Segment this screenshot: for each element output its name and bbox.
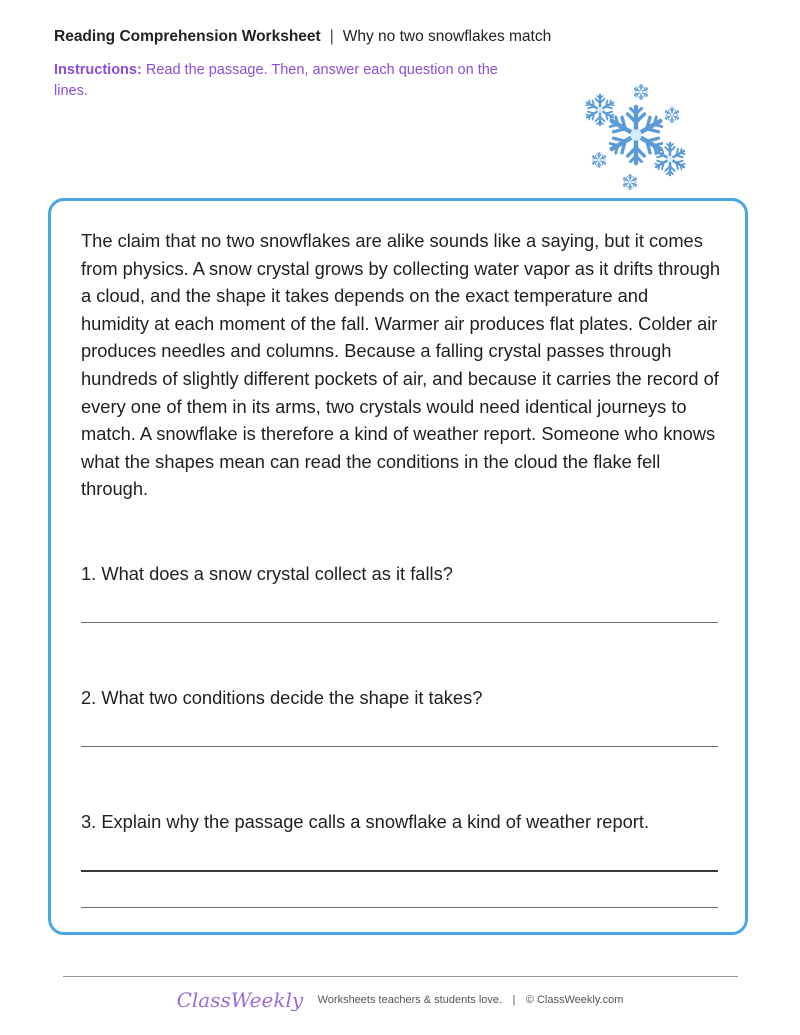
instructions-label: Instructions: [54,62,142,78]
question-3: 3. Explain why the passage calls a snowflake a kind of weather report. [81,811,650,832]
footer-divider [63,976,738,977]
instructions-text: Read the passage. Then, answer each question on the lines. [54,62,498,99]
footer-separator: | [512,994,516,1006]
worksheet-header [54,28,551,46]
answer-line-3a[interactable] [81,870,718,872]
snowflakes-cluster-icon [576,80,696,195]
answer-line-1[interactable] [81,622,718,623]
footer-tagline: Worksheets teachers & students love. [317,994,503,1006]
reading-passage: The claim that no two snowflakes are alike sounds like a saying, but it comes from physics. A snow crystal grows by collecting water vapor as it drifts through a cloud, and the shape it takes depends on the exact temperature and humidity at each moment of the fall. Warmer air produces flat plates. Colder air produces needles and columns. Because a falling crystal passes through hundreds of slightly different pockets of air, and because it carries the record of every one of them in its arms, two crystals would need identical journeys to match. A snowflake is therefore a kind of weather report. Someone who knows what the shapes mean can read the conditions in the cloud the flake fell through. [81,230,721,500]
question-1: 1. What does a snow crystal collect as it falls? [81,563,453,584]
answer-line-3b[interactable] [81,907,718,908]
header-separator: | [329,28,334,45]
answer-line-2[interactable] [81,746,718,747]
footer-copyright: © ClassWeekly.com [525,994,624,1006]
footer [0,988,800,1012]
worksheet-subtitle: Why no two snowflakes match [342,28,552,45]
worksheet-title: Reading Comprehension Worksheet [54,28,321,45]
question-2: 2. What two conditions decide the shape it takes? [81,687,483,708]
instructions [54,60,504,102]
brand-logo: ClassWeekly [176,988,304,1012]
